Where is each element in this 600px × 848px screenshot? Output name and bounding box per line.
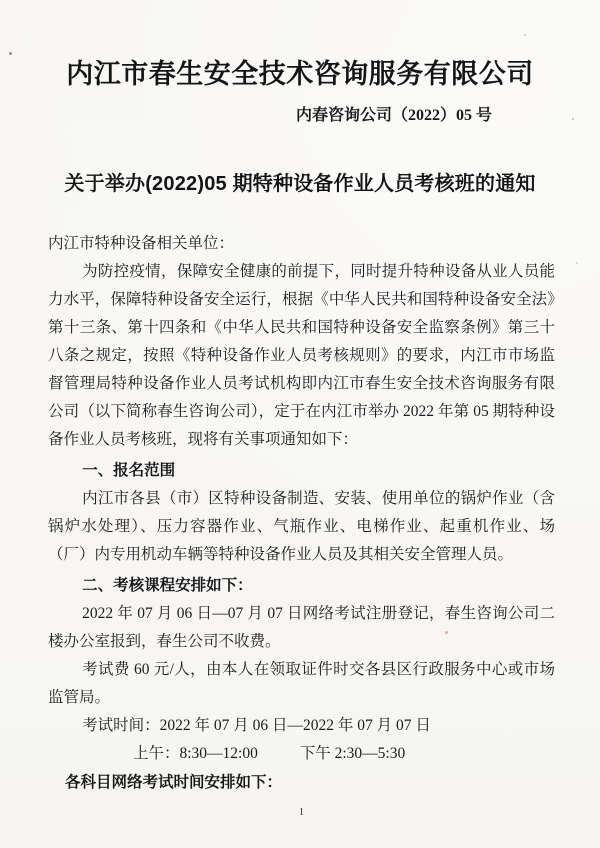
page-number: 1 [299,807,304,818]
exam-time-afternoon: 下午 2:30—5:30 [299,745,406,762]
section-2-paragraph-registration: 2022 年 07 月 06 日—07 月 07 日网络考试注册登记，春生咨询公司二楼办公室报到，春生公司不收费。 [48,605,555,650]
section-1-text: 内江市各县（市）区特种设备制造、安装、使用单位的锅炉作业（含锅炉水处理）、压力容器作业、气瓶作业、电梯作业、起重机作业、场（厂）内专用机动车辆等特种设备作业人员及其相关安全管理人员。 [48,490,555,563]
section-2-heading: 二、考核课程安排如下： [82,577,253,594]
salutation: 内江市特种设备相关单位： [48,235,235,252]
notice-title: 关于举办(2022)05 期特种设备作业人员考核班的通知 [64,173,536,195]
intro-paragraph: 为防控疫情，保障安全健康的前提下，同时提升特种设备从业人员能力水平，保障特种设备安全运行，根据《中华人民共和国特种设备安全法》第十三条、第十四条和《中华人民共和国特种设备安全监察条例》第三十八条之规定，按照《特种设备作业人员考核规则》的要求，内江市市场监督管理局特种设备作业人员考试机构即内江市春生安全技术咨询服务有限公司（以下简称春生咨询公司），定于在内江市举办 2022 年第 05 期特种设备作业人员考核班，现将有关事项通知如下： [48,263,555,448]
document-number: 内春咨询公司（2022）05 号 [295,107,492,124]
exam-time-detail-line [48,740,555,768]
section-1-heading: 一、报名范围 [82,462,176,479]
exam-time-line: 考试时间：2022 年 07 月 06 日—2022 年 07 月 07 日 [82,717,431,734]
schedule-heading: 各科目网络考试时间安排如下： [65,774,283,791]
scan-speck [524,34,526,36]
notice-body [0,230,600,827]
section-2-paragraph-fee: 考试费 60 元/人，由本人在领取证件时交各县区行政服务中心或市场监管局。 [48,661,555,706]
company-title: 内江市春生安全技术咨询服务有限公司 [66,59,534,89]
exam-time-morning: 上午：8:30—12:00 [133,745,258,762]
